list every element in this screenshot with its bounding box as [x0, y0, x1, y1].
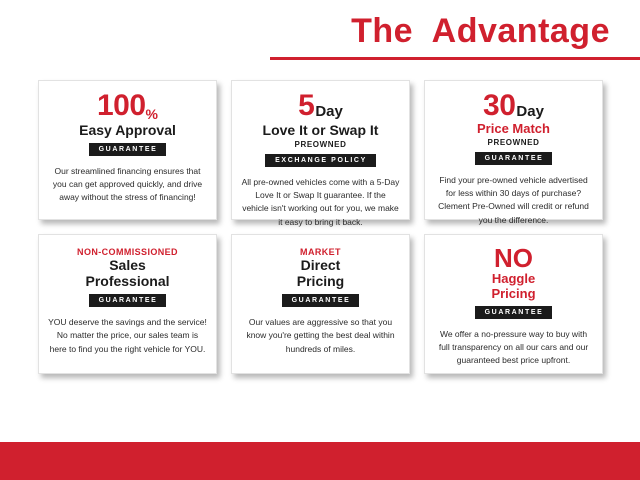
card-title-line2: Pricing: [491, 286, 536, 301]
card-headline-number: 30: [483, 89, 516, 122]
card-headline-unit: Day: [516, 103, 544, 120]
card-headline: [483, 91, 544, 121]
card-subtitle: Price Match: [477, 121, 550, 136]
card-headline-number: 100: [96, 89, 146, 122]
card-headline-percent: %: [145, 106, 158, 122]
card-kicker: MARKET: [300, 247, 341, 257]
card-title-line1: Sales: [109, 257, 146, 273]
card-badge: GUARANTEE: [89, 143, 167, 156]
card-title-line1: Direct: [300, 257, 341, 273]
card-price-match[interactable]: [424, 80, 603, 225]
card-body: Our values are aggressive so that you know you're getting the best deal within hundreds of miles.: [246, 317, 395, 354]
card-badge: GUARANTEE: [475, 306, 553, 319]
card-headline-number: 5: [298, 89, 315, 122]
card-headline: [97, 91, 158, 121]
card-headline: [298, 91, 343, 121]
card-easy-approval[interactable]: [38, 80, 217, 220]
card-body: YOU deserve the savings and the service! No matter the price, our sales team is here to find you the right vehicle for YOU.: [48, 317, 207, 354]
card-kicker: NON-COMMISSIONED: [77, 247, 178, 257]
card-headline-number: NO: [494, 243, 533, 273]
card-subtitle: Easy Approval: [79, 122, 176, 138]
card-subtitle: Love It or Swap It: [262, 122, 379, 138]
card-no-haggle-pricing[interactable]: [424, 234, 603, 374]
card-body: Find your pre-owned vehicle advertised for less within 30 days of purchase? Clement Pre-Owned will credit or refund you the difference.: [438, 175, 589, 225]
footer-bar: [0, 442, 640, 480]
card-badge: GUARANTEE: [475, 152, 553, 165]
card-badge: GUARANTEE: [282, 294, 360, 307]
card-body: All pre-owned vehicles come with a 5-Day Love It or Swap It guarantee. If the vehicle isn't working out for you, we make it easy to bring it back.: [241, 177, 400, 227]
card-title-line2: Pricing: [296, 273, 345, 290]
card-badge: EXCHANGE POLICY: [265, 154, 376, 167]
card-title-line2: Professional: [85, 273, 170, 290]
page-header: [0, 0, 640, 62]
card-headline-unit: Day: [315, 103, 343, 120]
card-body: Our streamlined financing ensures that you can get approved quickly, and drive away without the stress of financing!: [52, 166, 203, 203]
header-underline: [270, 57, 640, 60]
card-love-it-or-swap-it[interactable]: [231, 80, 410, 227]
card-sales-professional[interactable]: [38, 234, 217, 374]
card-body: We offer a no-pressure way to buy with full transparency on all our cars and our guaranteed best price upfront.: [438, 329, 589, 366]
card-market-direct-pricing[interactable]: [231, 234, 410, 374]
benefits-grid: [38, 80, 604, 374]
card-badge: GUARANTEE: [89, 294, 167, 307]
page-title: The Advantage: [351, 11, 610, 50]
card-subtitle-secondary: PREOWNED: [294, 140, 347, 149]
card-title-line1: Haggle: [491, 271, 536, 286]
card-subtitle-secondary: PREOWNED: [487, 138, 540, 147]
